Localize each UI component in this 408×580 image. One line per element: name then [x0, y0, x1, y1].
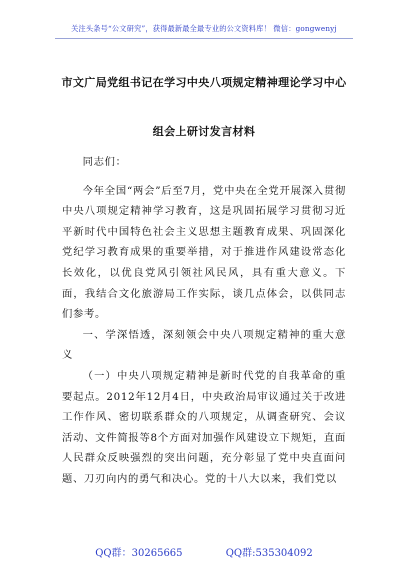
header-divider	[55, 38, 353, 39]
document-title-line2: 组会上研讨发言材料	[152, 125, 256, 138]
footer	[0, 544, 408, 559]
section-heading-1: 一、学深悟透，深刻领会中央八项规定精神的重大意义	[62, 328, 346, 362]
salutation: 同志们：	[82, 156, 127, 168]
footer-qq-group-2: QQ群:535304092	[225, 548, 313, 559]
header-note: 关注头条号“公文研究”，获得最新最全最专业的公文资料库！ 微信：gongwenyj	[71, 24, 337, 33]
document-body	[62, 152, 346, 490]
document-title-line1: 市文广局党组书记在学习中央八项规定精神理论学习中心	[61, 76, 347, 89]
paragraph-intro: 今年全国“两会”后至7月，党中央在全党开展深入贯彻中央八项规定精神学习教育，这是巩固拓展学习贯彻习近平新时代中国特色社会主义思想主题教育成果、巩固深化党纪学习教育成果的重要举措，对于推进作风建设常态化长效化，以优良党风引领社风民风，具有重大意义。下面，我结合文化旅游局工作实际，谈几点体会，以供同志们参考。	[62, 184, 346, 321]
footer-qq-group-1: QQ群：30265665	[95, 548, 183, 559]
paragraph-subsection-1: （一）中央八项规定精神是新时代党的自我革命的重要起点。2012年12月4日，中央政治局审议通过关于改进工作作风、密切联系群众的八项规定，从调查研究、会议活动、文件简报等8个方面对加强作风建设立下规矩，直面人民群众反映强烈的突出问题，充分彰显了党中央直面问题、刀刃向内的勇气和决心。党的十八大以来，我们党以	[62, 369, 346, 485]
